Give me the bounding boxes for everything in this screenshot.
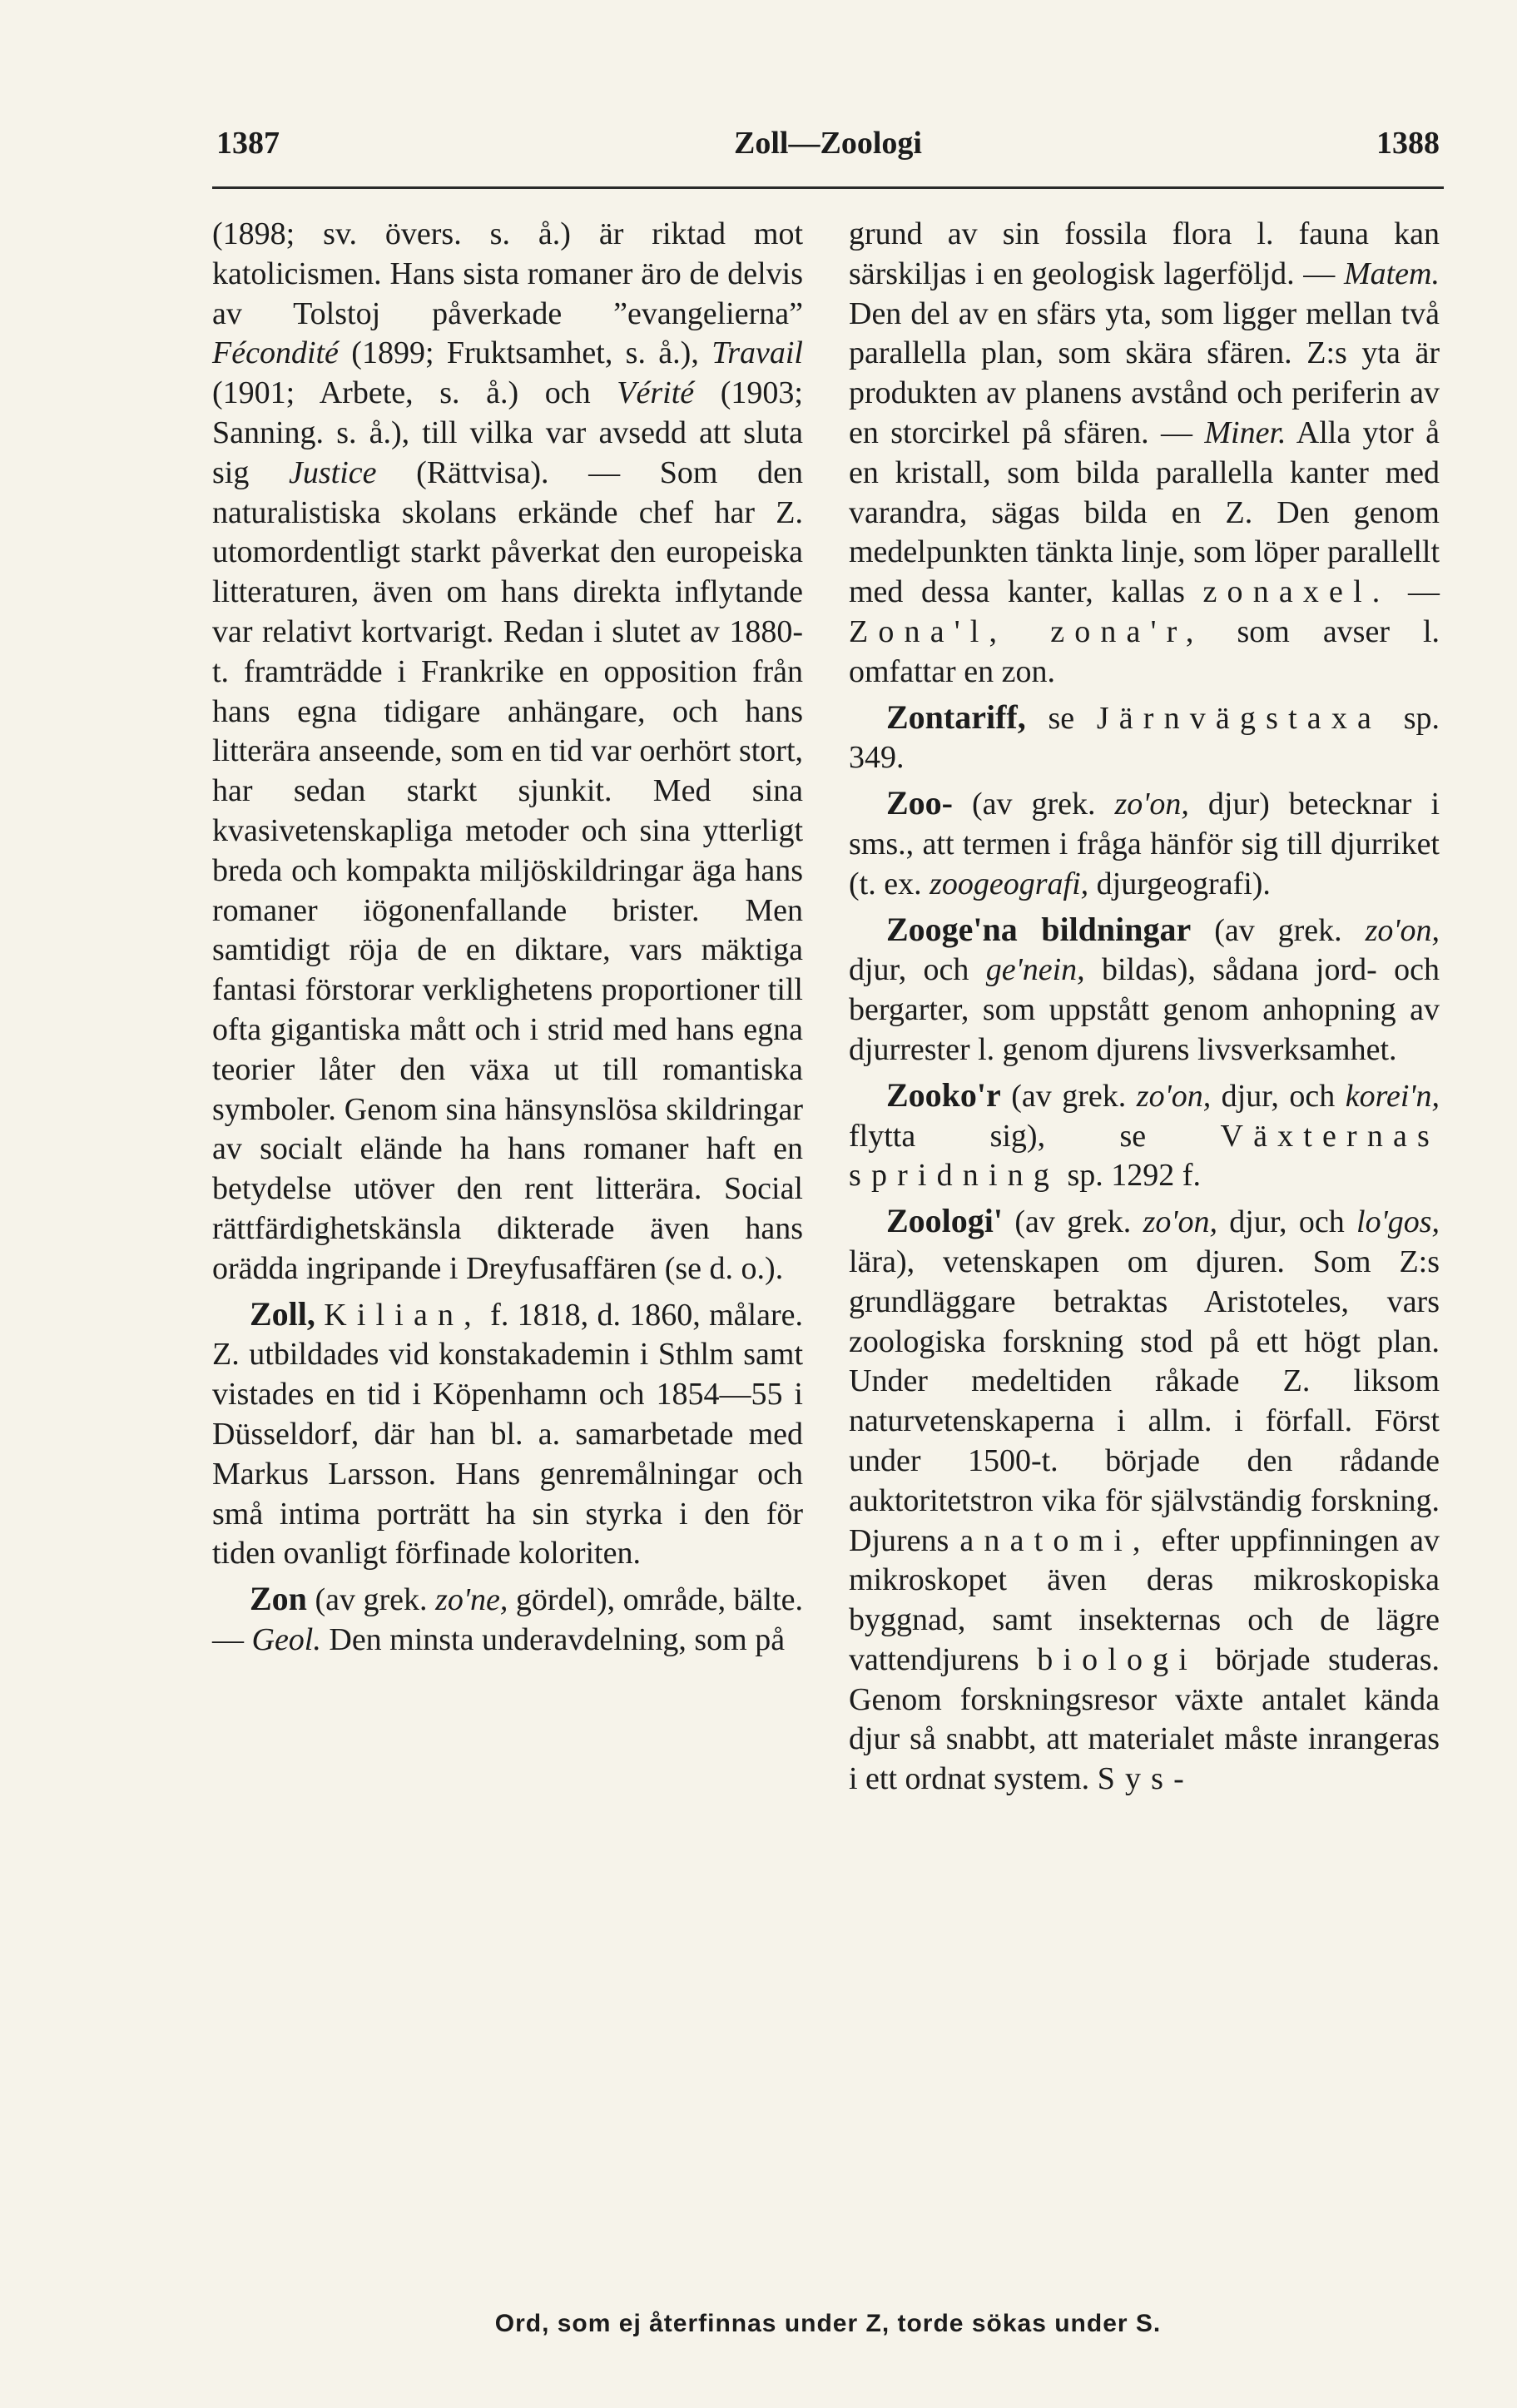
entry-zon: Zon (av grek. zo'ne, gördel), område, bälte. — Geol. Den minsta underavdelning, som på bbox=[212, 1580, 804, 1657]
page-number-right: 1388 bbox=[1376, 126, 1440, 161]
footer-note: Ord, som ej återfinnas under Z, torde sökas under S. bbox=[494, 2310, 1162, 2337]
entry-zookor: Zooko'r (av grek. zo'on, djur, och korei'n, flytta sig), se Växternas spridning sp. 1292 f. bbox=[849, 1075, 1440, 1194]
entry-zoo: Zoo- (av grek. zo'on, djur) betecknar i sms., att termen i fråga hänför sig till djurriket (t. ex. zoogeografi, djurgeografi). bbox=[849, 784, 1440, 901]
entry-zoll: Zoll, Kilian, f. 1818, d. 1860, målare. Z. utbildades vid konstakademin i Sthlm samt vistades en tid i Köpenhamn och 1854—55 i Düsseldorf, där han bl. a. samarbetade med Markus Larsson. Hans genremålningar och små intima porträtt ha sin styrka i den för tiden ovanligt förfinade koloriten. bbox=[212, 1294, 803, 1571]
headword-zookor: Zooko'r bbox=[886, 1075, 1001, 1114]
page-header bbox=[216, 125, 1440, 175]
entry-zoogena: Zooge'na bildningar (av grek. zo'on, djur, och ge'nein, bildas), sådana jord- och bergarter, som uppstått genom anhopning av djurrester l. genom djurens livsverksamhet. bbox=[849, 910, 1440, 1067]
headword-zontariff: Zontariff, bbox=[886, 698, 1026, 736]
entry-zoologi: Zoologi' (av grek. zo'on, djur, och lo'gos, lära), vetenskapen om djuren. Som Z:s grundläggare betraktas Aristoteles, vars zoologiska forskning stod på ett högt plan. Under medeltiden råkade Z. liksom naturvetenskaperna i allm. i förfall. Först under 1500-t. började den rådande auktoritetstron vika för självständig forskning. Djurens anatomi, efter uppfinningen av mikroskopet även deras mikroskopiska byggnad, samt insekternas och de lägre vattendjurens biologi började studeras. Genom forskningsresor växte antalet kända djur så snabbt, att materialet måste inrangeras i ett ordnat system. Sys- bbox=[849, 1202, 1440, 1797]
header-rule bbox=[212, 186, 1444, 189]
headword-zon: Zon bbox=[250, 1580, 307, 1618]
entry-zontariff: Zontariff, se Järnvägstaxa sp. 349. bbox=[849, 698, 1440, 776]
left-column bbox=[212, 215, 803, 1661]
headword-zoo: Zoo- bbox=[886, 784, 953, 822]
headword-zoll: Zoll, bbox=[250, 1294, 315, 1333]
headword-zoologi: Zoologi' bbox=[886, 1202, 1004, 1240]
headword-zoogena: Zooge'na bildningar bbox=[886, 910, 1192, 948]
entry-zola-continued: (1898; sv. övers. s. å.) är riktad mot katolicismen. Hans sista romaner äro de delvis av Tolstoj påverkade ”evangelierna” Fécondité (1899; Fruktsamhet, s. å.), Travail (1901; Arbete, s. å.) och Vérité (1903; Sanning. s. å.), till vilka var avsedd att sluta sig Justice (Rättvisa). — Som den naturalistiska skolans erkände chef har Z. utomordentligt starkt påverkat den europeiska litteraturen, även om hans direkta inflytande var relativt kortvarigt. Redan i slutet av 1880-t. framträdde i Frankrike en opposition från hans egna tidigare anhängare, och hans litterära anseende, som en tid var oerhört stort, har sedan starkt sjunkit. Med sina kvasivetenskapliga metoder och sina ytterligt breda och kompakta miljöskildringar äga hans romaner iögonenfallande brister. Men samtidigt röja de en diktare, vars mäktiga fantasi förstorar verklighetens proportioner till ofta gigantiska mått och i strid med hans egna teorier låter den växa ut till romantiska symboler. Genom sina hänsynslösa skildringar av socialt elände ha hans romaner haft en betydelse utöver den rent litterära. Social rättfärdighetskänsla dikterade även hans orädda ingripande i Dreyfusaffären (se d. o.). bbox=[212, 216, 803, 1286]
page-number-left: 1387 bbox=[216, 126, 280, 161]
running-title: Zoll—Zoologi bbox=[734, 126, 922, 161]
right-column bbox=[849, 215, 1440, 1800]
entry-zon-continued: grund av sin fossila flora l. fauna kan särskiljas i en geologisk lagerföljd. — Matem. Den del av en sfärs yta, som ligger mellan två parallella plan, som skära sfären. Z:s yta är produkten av planens avstånd och periferin av en storcirkel på sfären. — Miner. Alla ytor å en kristall, som bilda parallella kanter med varandra, sägas bilda en Z. Den genom medelpunkten tänkta linje, som löper parallellt med dessa kanter, kallas zonaxel. — Zona'l, zona'r, som avser l. omfattar en zon. bbox=[849, 216, 1440, 689]
